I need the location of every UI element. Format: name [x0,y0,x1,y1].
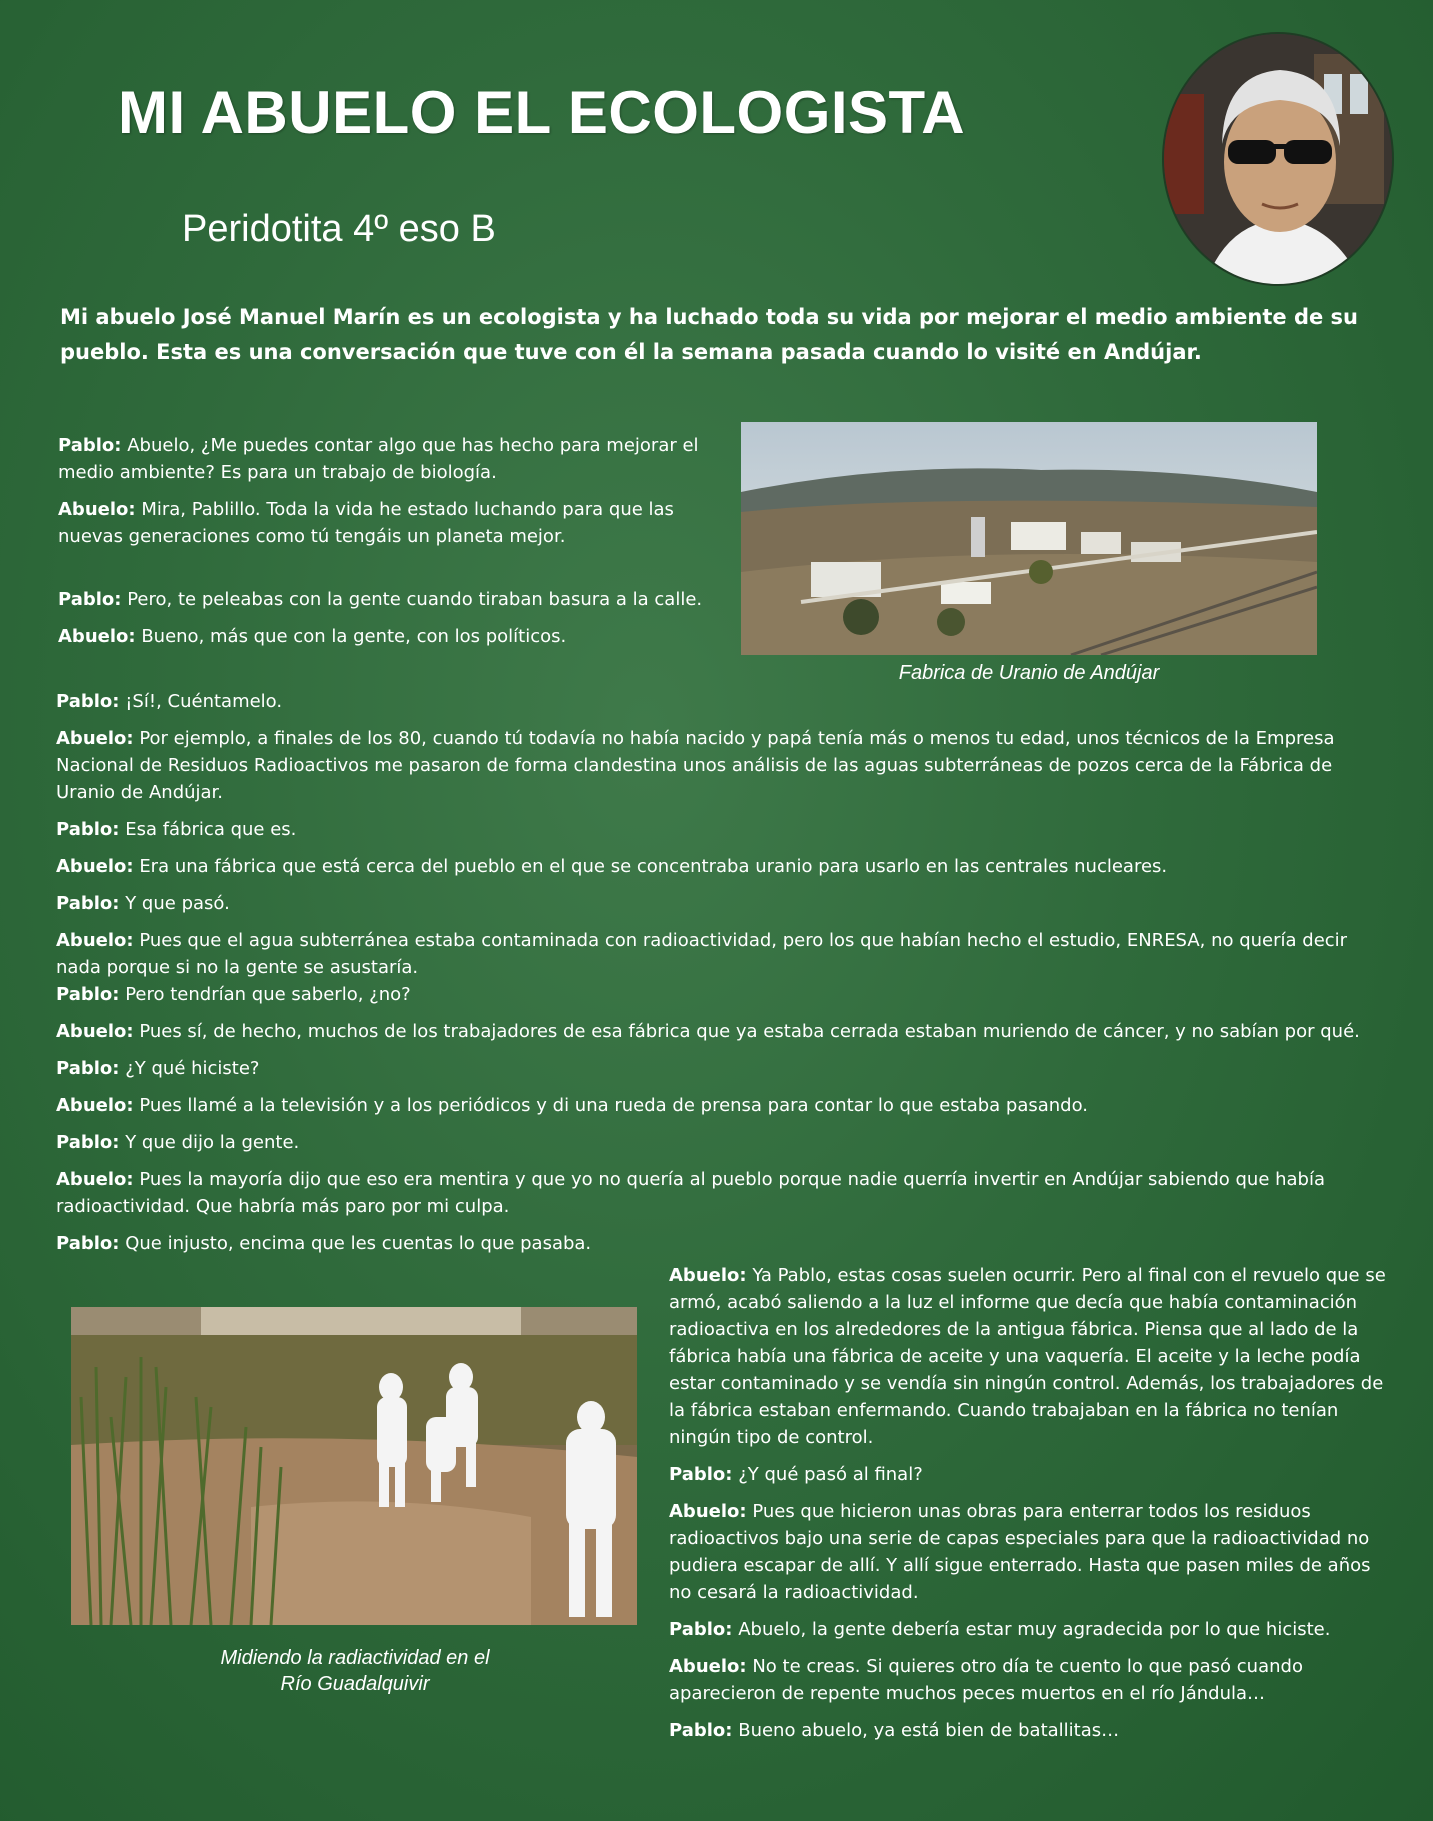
speaker: Pablo: [56,819,120,840]
speaker: Abuelo: [56,1021,134,1042]
caption-line: Río Guadalquivir [280,1673,430,1695]
speaker: Abuelo: [669,1501,747,1522]
speaker: Abuelo: [669,1656,747,1677]
dialogue-line [58,496,718,550]
grandfather-portrait [1162,32,1394,286]
speaker: Abuelo: [56,930,134,951]
dialogue-line [56,816,1396,843]
dialogue-line [669,1717,1389,1744]
speaker: Abuelo: [56,1095,134,1116]
intro-paragraph: Mi abuelo José Manuel Marín es un ecologista y ha luchado toda su vida por mejorar el medio ambiente de su pueblo. Esta es una conversación que tuve con él la semana pasada cuando lo visité en Andújar. [60,305,1358,364]
speaker: Pablo: [56,1058,120,1079]
speaker: Pablo: [669,1619,733,1640]
line-text: Era una fábrica que está cerca del pueblo en el que se concentraba uranio para usarlo en las centrales nucleares. [139,856,1168,877]
dialogue-main [56,688,1396,1267]
dialogue-right [669,1262,1389,1754]
speaker: Abuelo: [669,1265,747,1286]
line-text: Que injusto, encima que les cuentas lo que pasaba. [125,1233,592,1254]
line-text: Pero, te peleabas con la gente cuando tiraban basura a la calle. [127,589,703,610]
speaker: Pablo: [669,1720,733,1741]
dialogue-line [56,981,1396,1008]
line-text: Pues que el agua subterránea estaba contaminada con radioactividad, pero los que habían hecho el estudio, ENRESA, no quería decir nada porque si no la gente se asustaría. [56,930,1348,978]
dialogue-line [56,1018,1396,1045]
line-text: Esa fábrica que es. [125,819,297,840]
speaker: Pablo: [56,984,120,1005]
speaker: Abuelo: [56,728,134,749]
page-subtitle: Peridotita 4º eso B [182,208,496,250]
dialogue-line [58,623,718,650]
line-text: Abuelo, la gente debería estar muy agradecida por lo que hiciste. [738,1619,1331,1640]
line-text: Bueno abuelo, ya está bien de batallitas… [738,1720,1120,1741]
factory-photo-caption: Fabrica de Uranio de Andújar [898,662,1160,684]
line-text: ¿Y qué pasó al final? [738,1464,923,1485]
dialogue-line [58,432,718,486]
caption-line: Midiendo la radiactividad en el [220,1647,490,1669]
speaker: Abuelo: [56,856,134,877]
line-text: Pues la mayoría dijo que eso era mentira y que yo no quería al pueblo porque nadie querría invertir en Andújar sabiendo que había radioactividad. Que habría más paro por mi culpa. [56,1169,1326,1217]
line-text: ¡Sí!, Cuéntamelo. [125,691,283,712]
line-text: Bueno, más que con la gente, con los políticos. [141,626,567,647]
dialogue-line [669,1262,1389,1451]
speaker: Pablo: [56,1132,120,1153]
dialogue-line [669,1616,1389,1643]
river-photo-caption [150,1645,560,1697]
dialogue-line [56,1129,1396,1156]
line-text: Pues que hicieron unas obras para enterrar todos los residuos radioactivos bajo una serie de capas especiales para que la radioactividad no pudiera escapar de allí. Y allí sigue enterrado. Hasta que pasen miles de años no cesará la radioactividad. [669,1501,1371,1603]
dialogue-line [56,890,1396,917]
river-measurement-photo [71,1307,637,1625]
line-text: Ya Pablo, estas cosas suelen ocurrir. Pero al final con el revuelo que se armó, acabó saliendo a la luz el informe que decía que había contaminación radioactiva en los alrededores de la antigua fábrica. Piensa que al lado de la fábrica había una fábrica de aceite y una vaquería. El aceite y la leche podía estar contaminado y se vendía sin ningún control. Además, los trabajadores de la fábrica estaban enfermando. Cuando trabajaban en la fábrica no tenían ningún tipo de control. [669,1265,1386,1448]
speaker: Abuelo: [58,499,136,520]
dialogue-top [58,432,718,660]
dialogue-line [56,1230,1396,1257]
dialogue-line [669,1461,1389,1488]
dialogue-line [58,586,718,613]
speaker: Abuelo: [58,626,136,647]
line-text: Y que pasó. [125,893,230,914]
line-text: Pues llamé a la televisión y a los periódicos y di una rueda de prensa para contar lo que estaba pasando. [139,1095,1089,1116]
speaker: Pablo: [669,1464,733,1485]
line-text: ¿Y qué hiciste? [125,1058,260,1079]
speaker: Pablo: [56,691,120,712]
line-text: Mira, Pablillo. Toda la vida he estado luchando para que las nuevas generaciones como tú tengáis un planeta mejor. [58,499,674,547]
speaker: Abuelo: [56,1169,134,1190]
line-text: Por ejemplo, a finales de los 80, cuando tú todavía no había nacido y papá tenía más o menos tu edad, unos técnicos de la Empresa Nacional de Residuos Radioactivos me pasaron de forma clandestina unos análisis de las aguas subterráneas de pozos cerca de la Fábrica de Uranio de Andújar. [56,728,1335,803]
line-text: Y que dijo la gente. [125,1132,300,1153]
dialogue-line [56,853,1396,880]
dialogue-line [56,1166,1396,1220]
dialogue-line [669,1653,1389,1707]
page-title: MI ABUELO EL ECOLOGISTA [118,79,966,146]
dialogue-line [56,688,1396,715]
line-text: Pues sí, de hecho, muchos de los trabajadores de esa fábrica que ya estaba cerrada estaban muriendo de cáncer, y no sabían por qué. [139,1021,1360,1042]
speaker: Pablo: [56,893,120,914]
uranium-factory-photo [741,422,1317,655]
speaker: Pablo: [58,435,122,456]
line-text: Abuelo, ¿Me puedes contar algo que has hecho para mejorar el medio ambiente? Es para un trabajo de biología. [58,435,699,483]
dialogue-line [56,1092,1396,1119]
speaker: Pablo: [58,589,122,610]
speaker: Pablo: [56,1233,120,1254]
line-text: No te creas. Si quieres otro día te cuento lo que pasó cuando aparecieron de repente muchos peces muertos en el río Jándula… [669,1656,1303,1704]
line-text: Pero tendrían que saberlo, ¿no? [125,984,411,1005]
dialogue-line [669,1498,1389,1606]
dialogue-line [56,1055,1396,1082]
dialogue-line [56,927,1396,981]
dialogue-line [56,725,1396,806]
